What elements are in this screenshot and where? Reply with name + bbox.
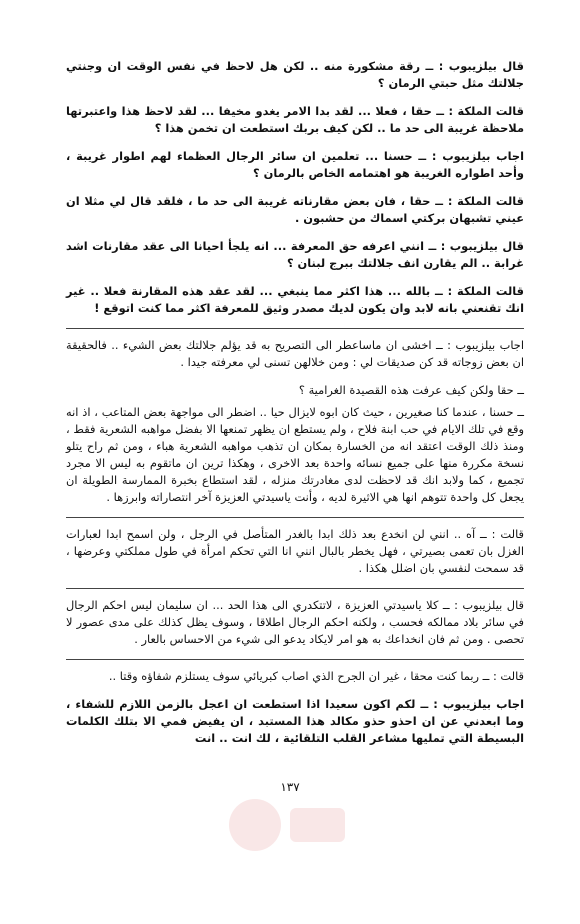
paragraph-5: قال بيلزيبوب : ــ انني اعرفه حق المعرفة ... انه يلجأ احيانا الى عقد مقارنات اشد غرابة .. الم يقارن انف جلالتك ببرج لبنان ؟	[66, 239, 524, 270]
paragraph-11: قال بيلزيبوب : ــ كلا ياسيدتي العزيزة ، لاتتكدري الى هذا الحد ... ان سليمان ليس احكم الرجال في سائر بلاد ممالكه فحسب ، ولكنه احكم الرجال اطلاقا ، وسوف يظل كذلك على مدى عصور لا تحصى . ومن ثم فان انخداعك به هو امر لايكاد يدعو الى شيء من الاحساس بالعار .	[66, 598, 524, 646]
divider-line-2	[66, 517, 524, 518]
paragraph-13: اجاب بيلزيبوب : ــ لكم اكون سعيدا اذا استطعت ان اعجل بالزمن اللازم للشفاء ، وما ابعدني عن ان احذو حذو مكالد هذا المستبد ، ان يفيض فمي الا بتلك الكلمات البسيطة التي تمليها مشاعر القلب التلقائية ، لك انت .. انت	[66, 697, 524, 745]
paragraph-10: قالت : ــ آه .. انني لن انخدع بعد ذلك ابدا بالغدر المتأصل في الرجل ، ولن اسمح ابدا لعبارات الغزل بان تعمى بصيرتي ، فهل يخطر بالبال انني انا التي تحكم امرأة في طول مملكتي وعرضها ، قد سمحت لنفسي بان اضلل هكذا .	[66, 527, 524, 575]
paragraph-1: قال بيلزيبوب : ــ رقة مشكورة منه .. لكن هل لاحظ في نفس الوقت ان وجنتي جلالتك مثل حبتي الرمان ؟	[66, 59, 524, 90]
divider-line	[66, 328, 524, 329]
watermark-icon	[215, 790, 355, 860]
divider-line-4	[66, 659, 524, 660]
paragraph-3: اجاب بيلزيبوب : ــ حسنا ... تعلمين ان سائر الرجال العظماء لهم اطوار غريبة ، وأحد اطواره الغريبة هو اهتمامه الخاص بالرمان ؟	[66, 149, 524, 180]
divider-line-3	[66, 588, 524, 589]
paragraph-9: ــ حسنا ، عندما كنا صغيرين ، حيث كان ابوه لايزال حيا .. اضطر الى مواجهة بعض المتاعب ، اذ انه وقع في تلك الايام في حب ابنة فلاح ، ولم يستطع ان يظهر تمنعها الا بفضل مواهبه الشعرية فقط ، ومنذ ذلك الوقت اعتقد انه من الخسارة بمكان ان تذهب مواهبه الشعرية هباء ، ومن ثم راح يتلو نسخة مكررة منها على جميع نسائه واحدة بعد الاخرى ، وهكذا ترين ان ماتقوم به ليس الا مجرد تجميع ، كما ولابد انك قد لاحظت لدى مغادرتك منزله ، لقد استطاع بخبرة الممارسة الطويلة ان يجعل كل واحدة تتوهم انها هي الاثيرة لديه ، وأنت ياسيدتي العزيزة آخر انتصاراته وابرزها .	[66, 405, 524, 504]
paragraph-12: قالت : ــ ربما كنت محقا ، غير ان الجرح الذي اصاب كبريائي سوف يستلزم شفاؤه وقتا ..	[108, 669, 524, 683]
paragraph-7: اجاب بيلزيبوب : ــ اخشى ان ماساعطر الى التصريح به قد يؤلم جلالتك بعض الشيء .. فالحقيقة ان بعض زوجاته قد كن صديقات لي : ومن خلالهن تسنى لي معرفته جيدا .	[66, 338, 524, 369]
paragraph-2: قالت الملكة : ــ حقا ، فعلا ... لقد بدا الامر يغدو مخيفا ... لقد لاحظ هذا واعتبرتها ملاحظة غريبة الى حد ما .. لكن كيف بربك استطعت ان تخمن هذا ؟	[66, 104, 524, 135]
page-number: ١٣٧	[280, 780, 300, 794]
paragraph-6: قالت الملكة : ــ بالله ... هذا اكثر مما ينبغي ... لقد عقد هذه المقارنة فعلا .. غير انك تقنعني بانه لابد وان يكون لديك مصدر وثيق للمعرفة اكثر مما كنت اتوقع !	[66, 284, 524, 315]
paragraph-8: ــ حقا ولكن كيف عرفت هذه القصيدة الغرامية ؟	[298, 383, 524, 397]
paragraph-4: قالت الملكة : ــ حقا ، فان بعض مقارناته غريبة الى حد ما ، فلقد قال لي مثلا ان عيني تشبهان بركتي اسماك من حشبون .	[66, 194, 524, 225]
